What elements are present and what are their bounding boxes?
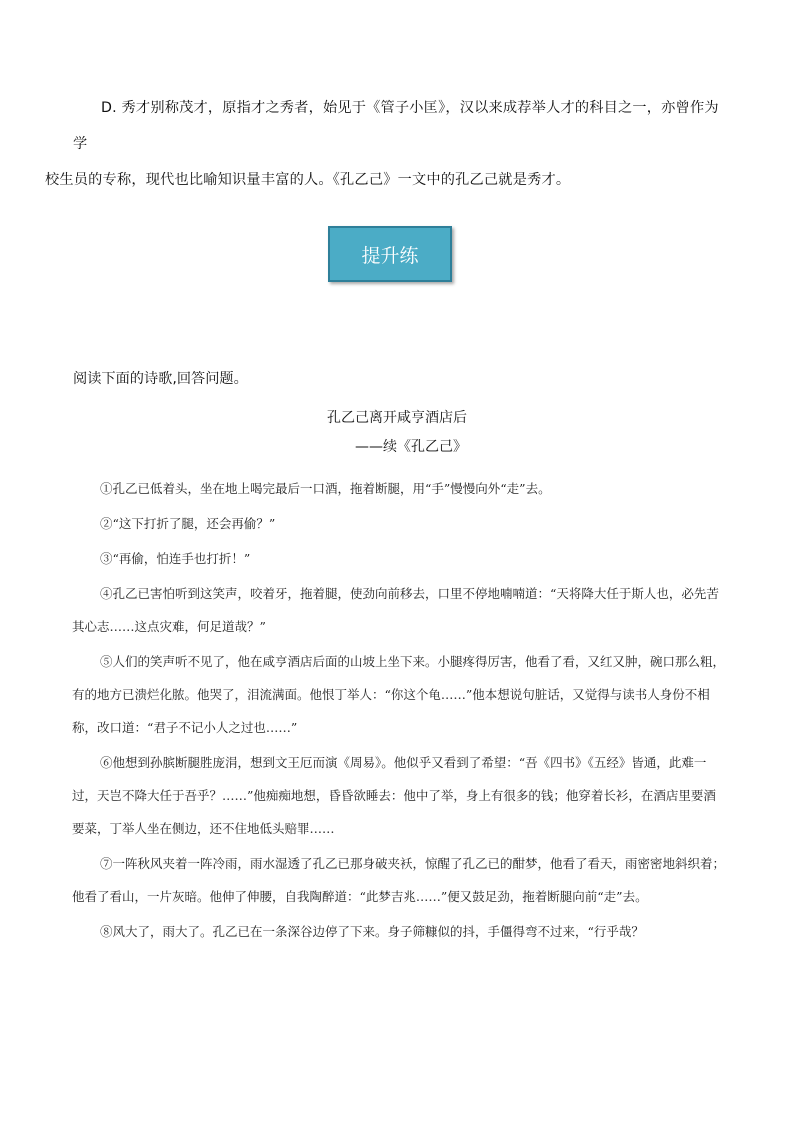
- poem-paragraph-5: ⑤人们的笑声听不见了，他在咸亨酒店后面的山坡上坐下来。小腿疼得厉害，他看了看，又红又肿，碗口那么粗，有的地方已溃烂化脓。他哭了，泪流满面。他恨丁举人：“你这个龟……”他本想说句脏话，又觉得与读书人身份不相称，改口道：“君子不记小人之过也……”: [72, 654, 726, 735]
- poem-paragraph-4: ④孔乙已害怕听到这笑声，咬着牙，拖着腿，使劲向前移去，口里不停地喃喃道：“天将降大任于斯人也，必先苦其心志……这点灾难，何足道哉？”: [72, 586, 719, 634]
- poem-title: 孔乙己离开咸亨酒店后: [327, 410, 467, 426]
- poem-paragraph-6: ⑥他想到孙膑断腿胜庞涓，想到文王厄而演《周易》。他似乎又看到了希望：“吾《四书》《五经》皆通，此难一过，天岂不降大任于吾乎？……”他痴痴地想，昏昏欲睡去：他中了举，身上有很多的钱；他穿着长衫，在酒店里要酒要菜，丁举人坐在侧边，还不住地低头赔罪……: [72, 755, 716, 836]
- poem-paragraph-3: ③“再偷，怕连手也打折！”: [100, 551, 251, 566]
- poem-paragraph-1: ①孔乙已低着头，坐在地上喝完最后一口酒，拖着断腿，用“手”慢慢向外“走”去。: [100, 481, 551, 496]
- poem-paragraph-8: ⑧风大了，雨大了。孔乙已在一条深谷边停了下来。身子筛糠似的抖，手僵得弯不过来，“行乎哉？: [100, 924, 644, 939]
- instruction-text: 阅读下面的诗歌,回答问题。: [73, 371, 248, 387]
- option-d-line-2: 校生员的专称，现代也比喻知识量丰富的人。《孔乙己》一文中的孔乙己就是秀才。: [45, 172, 571, 188]
- poem-body: [72, 472, 728, 950]
- poem-subtitle: ——续《孔乙己》: [355, 439, 467, 455]
- option-d-paragraph: [45, 90, 723, 198]
- section-title: 提升练: [361, 244, 419, 267]
- option-d-line-1: D. 秀才别称茂才，原指才之秀者，始见于《管子小匡》，汉以来成荐举人才的科目之一，亦曾作为学: [73, 100, 719, 152]
- poem-paragraph-7: ⑦一阵秋风夹着一阵冷雨，雨水湿透了孔乙已那身破夹袄，惊醒了孔乙已的酣梦，他看了看天，雨密密地斜织着；他看了看山，一片灰暗。他伸了伸腰，自我陶醉道：“此梦吉兆……”便又鼓足劲，拖着断腿向前“走”去。: [72, 856, 726, 904]
- poem-paragraph-2: ②“这下打折了腿，还会再偷？”: [100, 516, 276, 531]
- section-title-box: [328, 226, 452, 282]
